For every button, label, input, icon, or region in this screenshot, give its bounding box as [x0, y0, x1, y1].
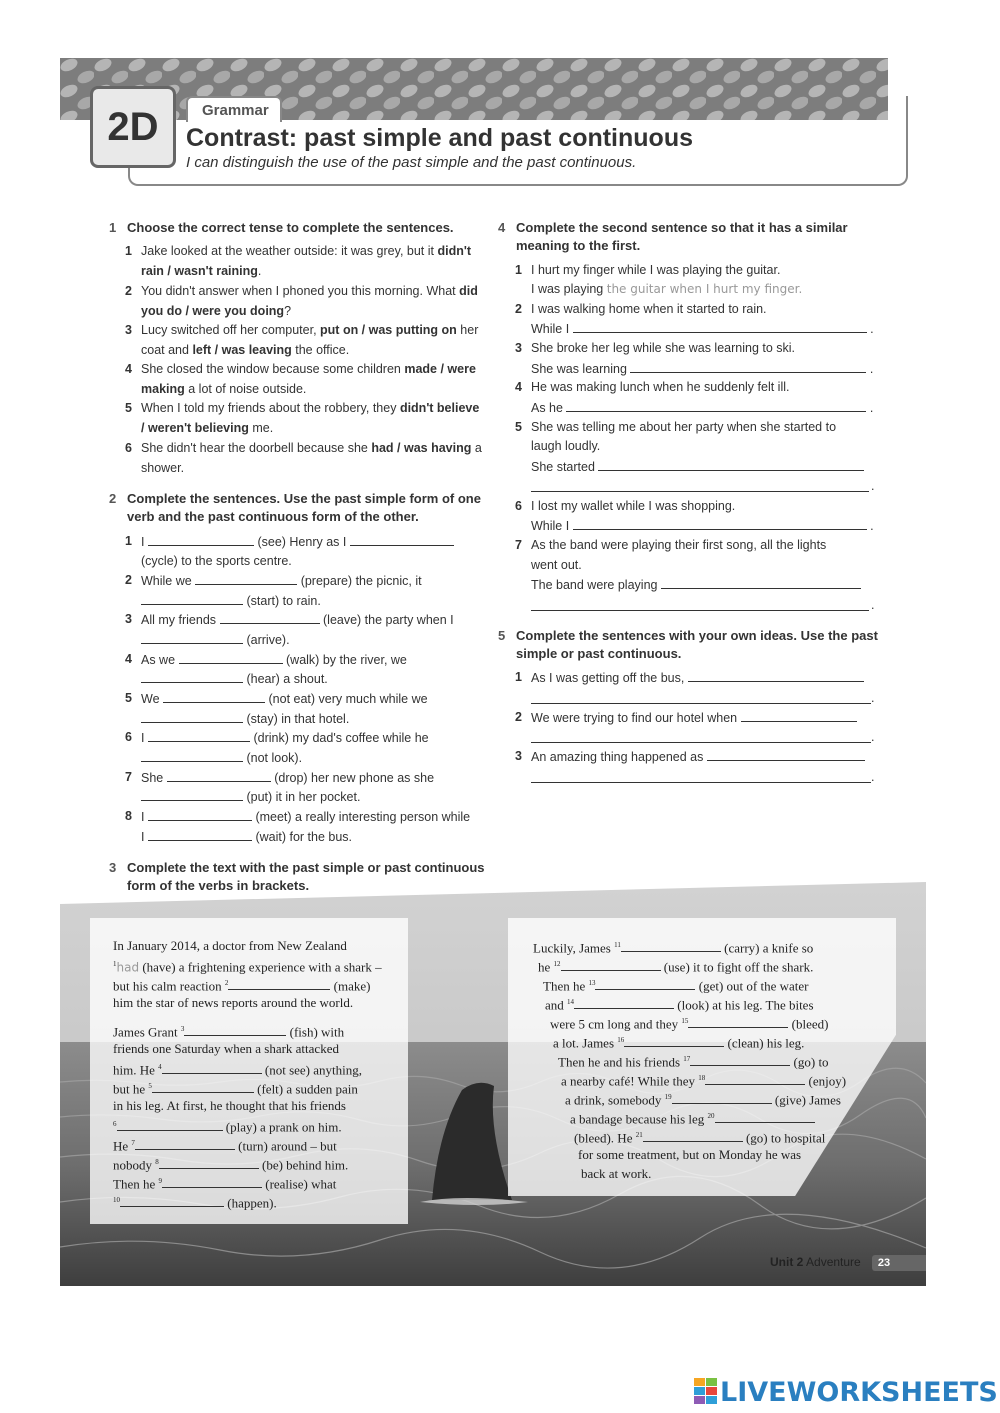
- answer-blank[interactable]: [159, 1156, 259, 1169]
- answer-blank[interactable]: [690, 1053, 790, 1066]
- answer-blank[interactable]: [141, 630, 243, 644]
- exercise-2: [109, 490, 481, 526]
- ex4-item-1-answer: I was playing the guitar when I hurt my finger.: [531, 282, 803, 296]
- answer-line[interactable]: [741, 708, 857, 722]
- ex2-item-8: 8 I (meet) a really interesting person while: [125, 809, 471, 824]
- ex4-item-2-answer: While I .: [531, 319, 874, 340]
- ex4-item-6: 6 I lost my wallet while I was shopping.: [515, 499, 736, 513]
- answer-blank[interactable]: [672, 1091, 772, 1104]
- answer-blank[interactable]: [574, 996, 674, 1009]
- ex1-item-5: 5 When I told my friends about the robbery, they didn't believe / weren't believing me.: [125, 401, 480, 435]
- story-line: friends one Saturday when a shark attacked: [113, 1041, 339, 1056]
- answer-line[interactable]: [531, 781, 871, 783]
- story-line: him. He $^4$ (not see) anything,: [113, 1062, 363, 1078]
- liveworksheets-logo-text: LIVEWORKSHEETS: [720, 1376, 998, 1408]
- answer-blank[interactable]: [152, 1080, 254, 1093]
- ex4-item-7: 7 As the band were playing their first song, all the lights: [515, 538, 827, 552]
- ex4-item-5-answer: She started: [531, 457, 864, 478]
- answer-blank[interactable]: [195, 571, 297, 585]
- answer-blank[interactable]: [148, 532, 254, 546]
- story-line: were 5 cm long and they $^{15}$ (bleed): [550, 1016, 829, 1032]
- answer-blank[interactable]: [141, 787, 243, 801]
- answer-blank[interactable]: [135, 1137, 235, 1150]
- story-line: but he $^5$ (felt) a sudden pain: [113, 1081, 358, 1097]
- liveworksheets-logo-icon: [694, 1378, 718, 1406]
- answer-line[interactable]: [573, 516, 867, 530]
- answer-blank[interactable]: [179, 650, 283, 664]
- line-end-dot: .: [871, 730, 875, 744]
- story-line: but his calm reaction $^2$ (make): [113, 978, 371, 994]
- answer-blank[interactable]: [148, 728, 250, 742]
- story-line: Then he $^9$ (realise) what: [113, 1176, 337, 1192]
- answer-line[interactable]: [661, 575, 861, 589]
- ex2-item-6: 6 I (drink) my dad's coffee while he: [125, 730, 429, 745]
- story-line: Then he $^{13}$ (get) out of the water: [543, 978, 809, 994]
- ex4-item-5: 5 She was telling me about her party when she started to: [515, 420, 837, 434]
- exercise-5-instruction: 5 Complete the sentences with your own ideas. Use the past simple or past continuous.: [498, 628, 878, 661]
- answer-blank[interactable]: [141, 709, 243, 723]
- unit-code-badge: 2D: [90, 86, 176, 168]
- answer-line[interactable]: [707, 747, 865, 761]
- story-line: a bandage because his leg $^{20}$: [570, 1107, 815, 1128]
- answer-blank[interactable]: [141, 748, 243, 762]
- exercise-4-instruction: 4 Complete the second sentence so that it has a similar meaning to the first.: [498, 220, 848, 253]
- answer-blank[interactable]: [117, 1118, 223, 1131]
- footer-bar: [896, 1255, 926, 1271]
- ex4-item-7-answer: The band were playing: [531, 575, 861, 596]
- story-line: and $^{14}$ (look) at his leg. The bites: [545, 997, 814, 1013]
- ex4-item-7-line2: went out.: [531, 558, 582, 572]
- line-end-dot: .: [871, 598, 875, 612]
- page-number: 23: [872, 1255, 896, 1271]
- story-line: Then he and his friends $^{17}$ (go) to: [558, 1054, 829, 1070]
- story-line: $^6$ (play) a prank on him.: [113, 1119, 342, 1135]
- exercise-4: [498, 219, 848, 255]
- ex4-item-5-line2: laugh loudly.: [531, 439, 601, 453]
- answer-blank[interactable]: [141, 669, 243, 683]
- answer-line[interactable]: [531, 609, 869, 611]
- story-line: a nearby café! While they $^{18}$ (enjoy): [561, 1073, 847, 1089]
- ex1-item-1: 1 Jake looked at the weather outside: it was grey, but it didn't rain / wasn't raining.: [125, 244, 471, 278]
- answer-line[interactable]: [531, 490, 869, 492]
- answer-blank[interactable]: [120, 1194, 224, 1207]
- story-line: back at work.: [581, 1166, 652, 1181]
- answer-blank[interactable]: [162, 1061, 262, 1074]
- answer-line[interactable]: [531, 702, 871, 704]
- ex4-item-4: 4 He was making lunch when he suddenly felt ill.: [515, 380, 790, 394]
- answer-blank[interactable]: [595, 977, 695, 990]
- ex5-item-3: 3 An amazing thing happened as: [531, 747, 865, 768]
- answer-blank[interactable]: [621, 939, 721, 952]
- story-line: (bleed). He $^{21}$ (go) to hospital: [574, 1130, 826, 1146]
- answer-blank[interactable]: [162, 1175, 262, 1188]
- ex2-item-1-line2: (cycle) to the sports centre.: [141, 554, 292, 568]
- ex4-item-3-answer: She was learning .: [531, 359, 873, 380]
- answer-blank[interactable]: [141, 591, 243, 605]
- story-line: In January 2014, a doctor from New Zealand: [113, 938, 347, 953]
- ex2-item-3: 3 All my friends (leave) the party when I: [125, 612, 454, 627]
- story-line: him the star of news reports around the world.: [113, 995, 354, 1010]
- ex4-item-3: 3 She broke her leg while she was learning to ski.: [515, 341, 796, 355]
- story-line: for some treatment, but on Monday he was: [578, 1147, 802, 1162]
- story-line: James Grant $^3$ (fish) with: [113, 1024, 345, 1040]
- ex4-item-1: 1 I hurt my finger while I was playing the guitar.: [515, 263, 781, 277]
- example-answer: had: [116, 960, 140, 975]
- ex5-item-1: 1 As I was getting off the bus,: [531, 668, 864, 689]
- answer-blank[interactable]: [561, 958, 661, 971]
- ex2-item-6-line2: (not look).: [141, 748, 302, 769]
- ex2-item-4-line2: (hear) a shout.: [141, 669, 328, 690]
- exercise-1: [109, 219, 454, 237]
- ex1-item-6: 6 She didn't hear the doorbell because she had / was having a shower.: [125, 441, 482, 475]
- ex2-item-3-line2: (arrive).: [141, 630, 290, 651]
- ex2-item-8-line2: I (wait) for the bus.: [141, 827, 352, 848]
- ex2-item-1: 1 I (see) Henry as I: [141, 532, 454, 553]
- story-line: nobody $^8$ (be) behind him.: [113, 1157, 349, 1173]
- ex1-item-2: 2 You didn't answer when I phoned you this morning. What did you do / were you doing?: [125, 284, 478, 318]
- ex2-item-5: 5 We (not eat) very much while we: [125, 691, 428, 706]
- answer-blank[interactable]: [163, 689, 265, 703]
- exercise-5: [498, 627, 878, 663]
- ex1-item-3: 3 Lucy switched off her computer, put on / was putting on her coat and left / was leaving the office.: [125, 323, 479, 357]
- answer-line[interactable]: [573, 319, 867, 333]
- ex5-item-2: 2 We were trying to find our hotel when: [531, 708, 857, 729]
- exercise-1-instruction: 1 Choose the correct tense to complete the sentences.: [109, 220, 454, 235]
- ex4-item-6-answer: While I .: [531, 516, 874, 537]
- ex2-item-4: 4 As we (walk) by the river, we: [125, 652, 407, 667]
- ex2-item-2-line2: (start) to rain.: [141, 591, 321, 612]
- answer-blank[interactable]: [624, 1034, 724, 1047]
- answer-blank[interactable]: [148, 807, 252, 821]
- answer-line[interactable]: [688, 668, 864, 682]
- answer-blank[interactable]: [220, 610, 320, 624]
- ex2-item-7-line2: (put) it in her pocket.: [141, 787, 360, 808]
- ex2-item-2: 2 While we (prepare) the picnic, it: [125, 573, 422, 588]
- page-title: Contrast: past simple and past continuous: [186, 124, 693, 152]
- answer-blank[interactable]: [184, 1023, 286, 1036]
- answer-blank[interactable]: [148, 827, 252, 841]
- line-end-dot: .: [871, 479, 875, 493]
- answer-line[interactable]: [531, 741, 871, 743]
- grammar-tab: Grammar: [186, 96, 282, 122]
- story-line: in his leg. At first, he thought that his friends: [113, 1098, 346, 1113]
- ex2-item-5-line2: (stay) in that hotel.: [141, 709, 349, 730]
- line-end-dot: .: [871, 770, 875, 784]
- ex4-item-4-answer: As he .: [531, 398, 873, 419]
- answer-blank[interactable]: [350, 532, 454, 546]
- line-end-dot: .: [871, 691, 875, 705]
- answer-line[interactable]: [598, 457, 864, 471]
- ex1-item-4: 4 She closed the window because some children made / were making a lot of noise outside.: [125, 362, 476, 396]
- exercise-3-instruction: 3 Complete the text with the past simple or past continuous form of the verbs in brackets.: [109, 860, 485, 893]
- story-line: He $^7$ (turn) around – but: [113, 1138, 337, 1154]
- story-line: a drink, somebody $^{19}$ (give) James: [565, 1092, 841, 1108]
- answer-line[interactable]: [630, 359, 866, 373]
- story-line: a lot. James $^{16}$ (clean) his leg.: [553, 1035, 805, 1051]
- story-line: he $^{12}$ (use) it to fight off the shark.: [538, 959, 814, 975]
- liveworksheets-logo: [694, 1376, 998, 1408]
- answer-line[interactable]: [566, 398, 866, 412]
- answer-blank[interactable]: [688, 1015, 788, 1028]
- answer-blank[interactable]: [643, 1129, 743, 1142]
- answer-blank[interactable]: [228, 977, 330, 990]
- ex4-item-2: 2 I was walking home when it started to rain.: [515, 302, 767, 316]
- answer-blank[interactable]: [715, 1110, 815, 1123]
- footer-unit-label: Unit 2 Adventure: [770, 1255, 861, 1269]
- story-line: $^{10}$ (happen).: [113, 1195, 277, 1211]
- example-answer: the guitar when I hurt my finger.: [606, 282, 803, 296]
- exercise-2-instruction: 2 Complete the sentences. Use the past simple form of one verb and the past continuous form of the other.: [109, 491, 481, 524]
- answer-blank[interactable]: [705, 1072, 805, 1085]
- page-subtitle: I can distinguish the use of the past simple and the past continuous.: [186, 154, 637, 171]
- answer-blank[interactable]: [167, 768, 271, 782]
- ex2-item-7: 7 She (drop) her new phone as she: [125, 770, 435, 785]
- story-line: $^1$had (have) a frightening experience with a shark –: [113, 959, 382, 975]
- story-line: Luckily, James $^{11}$ (carry) a knife so: [533, 940, 814, 956]
